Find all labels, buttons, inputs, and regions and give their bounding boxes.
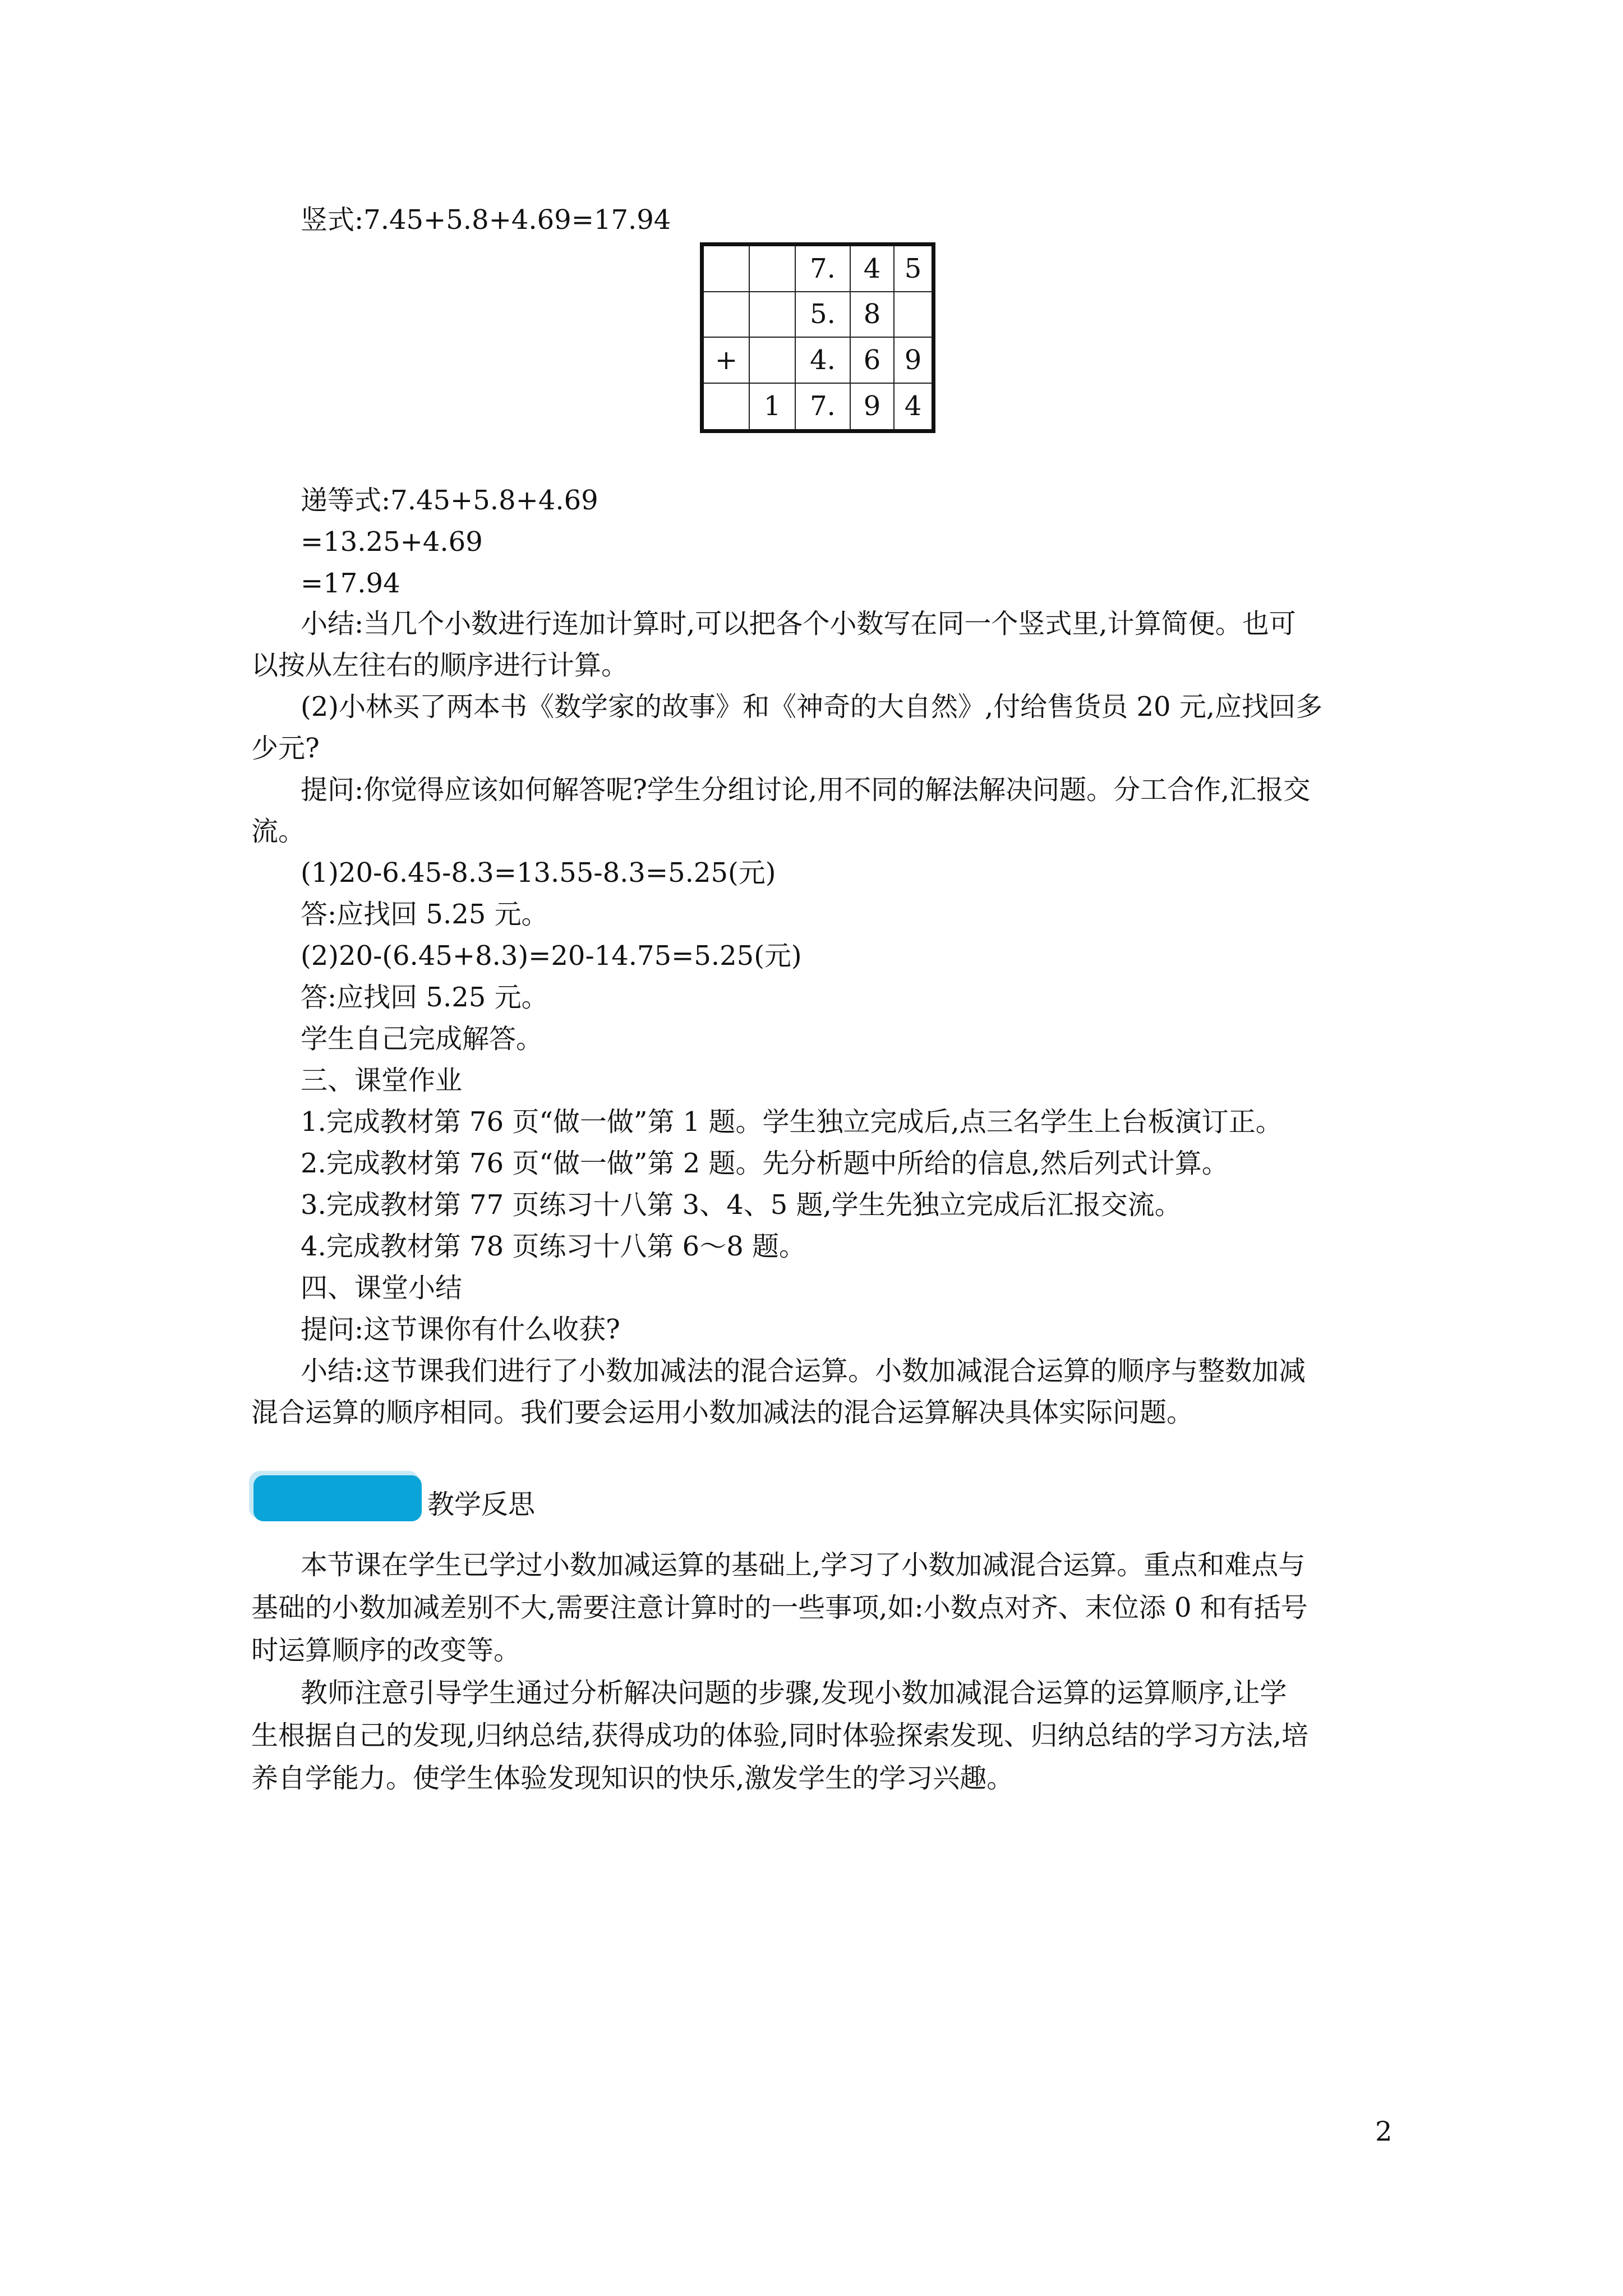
grid-cell xyxy=(704,246,750,292)
grid-cell: 4 xyxy=(851,246,895,292)
answer-2-line: 答:应找回 5.25 元。 xyxy=(301,982,548,1013)
problem-line: (2)小林买了两本书《数学家的故事》和《神奇的大自然》,付给售货员 20 元,应找回多 xyxy=(301,691,1323,723)
section-title: 教学反思 xyxy=(427,1489,536,1520)
grid-cell xyxy=(704,384,750,430)
grid-cell xyxy=(895,292,932,338)
reflection-line: 教师注意引导学生通过分析解决问题的步骤,发现小数加减混合运算的运算顺序,让学 xyxy=(301,1677,1287,1709)
grid-cell: 5. xyxy=(796,292,851,338)
grid-cell xyxy=(750,338,796,384)
vertical-form-line: 竖式:7.45+5.8+4.69=17.94 xyxy=(301,204,671,236)
grid-cell: 6 xyxy=(851,338,895,384)
stepwise-result-line: =17.94 xyxy=(301,568,400,599)
section-3-heading: 三、课堂作业 xyxy=(301,1065,463,1096)
section-badge xyxy=(253,1475,422,1521)
section-4-heading: 四、课堂小结 xyxy=(301,1272,463,1304)
homework-item-3: 3.完成教材第 77 页练习十八第 3、4、5 题,学生先独立完成后汇报交流。 xyxy=(301,1189,1182,1221)
grid-cell: 7. xyxy=(796,246,851,292)
grid-cell: 7. xyxy=(796,384,851,430)
class-question-line: 提问:这节课你有什么收获? xyxy=(301,1314,620,1345)
grid-cell xyxy=(750,292,796,338)
grid-cell: 1 xyxy=(750,384,796,430)
student-task-line: 学生自己完成解答。 xyxy=(301,1023,543,1055)
homework-item-2: 2.完成教材第 76 页“做一做”第 2 题。先分析题中所给的信息,然后列式计算。 xyxy=(301,1148,1229,1179)
grid-cell: 4. xyxy=(796,338,851,384)
vertical-calculation-grid xyxy=(700,242,935,433)
grid-cell xyxy=(704,292,750,338)
reflection-line: 养自学能力。使学生体验发现知识的快乐,激发学生的学习兴趣。 xyxy=(251,1763,1014,1794)
solution-2-line: (2)20-(6.45+8.3)=20-14.75=5.25(元) xyxy=(301,940,802,972)
grid-cell: 9 xyxy=(895,338,932,384)
stepwise-form-line: 递等式:7.45+5.8+4.69 xyxy=(301,485,598,516)
class-summary-line: 小结:这节课我们进行了小数加减法的混合运算。小数加减混合运算的顺序与整数加减 xyxy=(301,1355,1306,1387)
problem-line-cont: 少元? xyxy=(251,733,320,764)
grid-cell: 5 xyxy=(895,246,932,292)
summary-line-cont: 以按从左往右的顺序进行计算。 xyxy=(251,650,629,681)
reflection-line: 生根据自己的发现,归纳总结,获得成功的体验,同时体验探索发现、归纳总结的学习方法,培 xyxy=(251,1720,1309,1751)
homework-item-4: 4.完成教材第 78 页练习十八第 6〜8 题。 xyxy=(301,1231,806,1262)
reflection-line: 基础的小数加减差别不大,需要注意计算时的一些事项,如:小数点对齐、末位添 0 和有括号 xyxy=(251,1592,1308,1623)
grid-cell: 4 xyxy=(904,390,922,422)
summary-line: 小结:当几个小数进行连加计算时,可以把各个小数写在同一个竖式里,计算简便。也可 xyxy=(301,608,1296,639)
solution-1-line: (1)20-6.45-8.3=13.55-8.3=5.25(元) xyxy=(301,857,776,889)
grid-cell: 8 xyxy=(851,292,895,338)
question-line: 提问:你觉得应该如何解答呢?学生分组讨论,用不同的解法解决问题。分工合作,汇报交 xyxy=(301,774,1311,806)
stepwise-step-line: =13.25+4.69 xyxy=(301,526,483,558)
reflection-line: 本节课在学生已学过小数加减运算的基础上,学习了小数加减混合运算。重点和难点与 xyxy=(301,1549,1306,1581)
homework-item-1: 1.完成教材第 76 页“做一做”第 1 题。学生独立完成后,点三名学生上台板演订正。 xyxy=(301,1106,1283,1138)
grid-cell xyxy=(750,246,796,292)
question-line-cont: 流。 xyxy=(251,816,306,847)
answer-1-line: 答:应找回 5.25 元。 xyxy=(301,899,548,930)
class-summary-line-cont: 混合运算的顺序相同。我们要会运用小数加减法的混合运算解决具体实际问题。 xyxy=(251,1397,1194,1428)
grid-cell: 9 xyxy=(851,384,895,430)
grid-cell: + xyxy=(704,338,750,384)
reflection-line: 时运算顺序的改变等。 xyxy=(251,1635,521,1666)
page-number: 2 xyxy=(1375,2116,1393,2147)
